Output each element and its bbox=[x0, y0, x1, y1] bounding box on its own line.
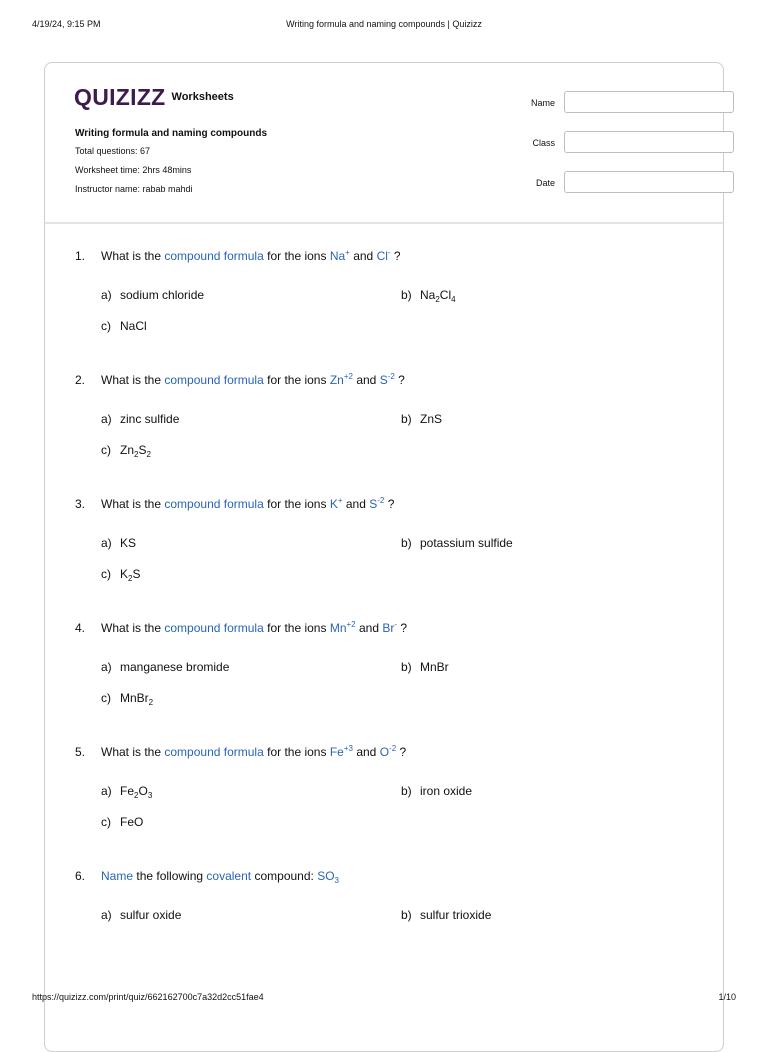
ion-2-symbol: S bbox=[369, 497, 378, 511]
ion-2-charge: -2 bbox=[387, 372, 395, 381]
question-suffix: ? bbox=[399, 745, 407, 759]
class-field-row bbox=[485, 131, 695, 155]
question-number: 4. bbox=[75, 621, 86, 635]
ion-1-charge: +2 bbox=[346, 620, 356, 629]
worksheet-title: Writing formula and naming compounds bbox=[75, 128, 268, 139]
ion-1-symbol: Mn bbox=[329, 621, 347, 635]
option-b[interactable] bbox=[401, 784, 472, 798]
question-text bbox=[101, 249, 401, 263]
ion-2-symbol: O bbox=[379, 745, 390, 759]
name-term: Name bbox=[101, 869, 134, 883]
date-input[interactable] bbox=[564, 171, 734, 193]
question-middle: for the ions bbox=[267, 621, 327, 635]
name-field-row bbox=[485, 91, 695, 115]
formula-subscript: 2 bbox=[134, 450, 139, 459]
ion-1-symbol: Zn bbox=[329, 373, 344, 387]
option-letter: b) bbox=[401, 908, 412, 922]
ion-1 bbox=[330, 373, 353, 387]
print-footer bbox=[32, 992, 736, 1006]
worksheet-card bbox=[44, 62, 724, 1052]
class-label: Class bbox=[532, 138, 555, 148]
product-label: Worksheets bbox=[171, 91, 234, 103]
ion-1-symbol: Fe bbox=[329, 745, 344, 759]
option-c[interactable] bbox=[101, 567, 140, 581]
option-b[interactable] bbox=[401, 412, 442, 426]
question-number: 3. bbox=[75, 497, 86, 511]
compound-formula-term: compound formula bbox=[164, 373, 264, 387]
question-number: 2. bbox=[75, 373, 86, 387]
formula-subscript: 3 bbox=[334, 876, 339, 885]
question-middle: for the ions bbox=[267, 373, 327, 387]
ion-1-charge: +2 bbox=[343, 372, 353, 381]
name-input[interactable] bbox=[564, 91, 734, 113]
ion-2 bbox=[380, 745, 396, 759]
option-letter: c) bbox=[101, 443, 111, 457]
ion-1-symbol: K bbox=[329, 497, 338, 511]
option-b[interactable] bbox=[401, 288, 456, 302]
option-letter: b) bbox=[401, 784, 412, 798]
option-a[interactable] bbox=[101, 784, 152, 798]
option-letter: c) bbox=[101, 319, 111, 333]
option-a[interactable] bbox=[101, 288, 204, 302]
question-text-part: the following bbox=[136, 869, 204, 883]
option-b[interactable] bbox=[401, 908, 491, 922]
option-text: KS bbox=[120, 536, 137, 550]
compound-formula-term: compound formula bbox=[164, 621, 264, 635]
question-middle: for the ions bbox=[267, 249, 327, 263]
option-text: FeO bbox=[120, 815, 144, 829]
question-suffix: ? bbox=[400, 621, 408, 635]
option-b[interactable] bbox=[401, 660, 449, 674]
ion-2 bbox=[380, 373, 395, 387]
option-letter: a) bbox=[101, 412, 112, 426]
question-text bbox=[101, 497, 394, 511]
option-letter: a) bbox=[101, 288, 112, 302]
worksheet-time: Worksheet time: 2hrs 48mins bbox=[75, 165, 192, 175]
option-text: NaCl bbox=[120, 319, 147, 333]
formula-part: Na bbox=[420, 288, 436, 302]
option-text: MnBr bbox=[420, 660, 449, 674]
formula-subscript: 2 bbox=[435, 295, 440, 304]
ion-1-charge: + bbox=[337, 496, 343, 505]
question-number: 5. bbox=[75, 745, 86, 759]
question-prefix: What is the bbox=[101, 373, 162, 387]
formula-subscript: 4 bbox=[451, 295, 456, 304]
compound-formula-term: compound formula bbox=[164, 497, 264, 511]
compound-formula-term: compound formula bbox=[164, 249, 264, 263]
print-url: https://quizizz.com/print/quiz/662162700c7a32d2cc51fae4 bbox=[32, 992, 264, 1002]
ion-2-symbol: Br bbox=[382, 621, 395, 635]
question-middle: for the ions bbox=[267, 745, 327, 759]
ion-2-charge: - bbox=[387, 248, 391, 257]
option-c[interactable] bbox=[101, 691, 153, 705]
question-suffix: ? bbox=[387, 497, 395, 511]
question-text bbox=[101, 373, 405, 387]
question-suffix: ? bbox=[393, 249, 401, 263]
option-text: sulfur oxide bbox=[120, 908, 182, 922]
worksheet-header bbox=[45, 63, 723, 224]
ion-1 bbox=[330, 621, 356, 635]
option-letter: b) bbox=[401, 536, 412, 550]
question-number: 1. bbox=[75, 249, 86, 263]
ion-2-symbol: Cl bbox=[376, 249, 388, 263]
formula-part: MnBr bbox=[120, 691, 149, 705]
formula-part: S bbox=[132, 567, 141, 581]
formula-part: K bbox=[120, 567, 129, 581]
option-letter: a) bbox=[101, 908, 112, 922]
formula-part: O bbox=[138, 784, 148, 798]
option-text: iron oxide bbox=[420, 784, 473, 798]
formula-subscript: 3 bbox=[147, 791, 153, 800]
option-letter: c) bbox=[101, 567, 111, 581]
option-letter: c) bbox=[101, 815, 111, 829]
formula-part: Cl bbox=[439, 288, 452, 302]
formula-subscript: 2 bbox=[134, 791, 139, 800]
print-datetime: 4/19/24, 9:15 PM bbox=[32, 19, 101, 29]
formula-part: S bbox=[138, 443, 147, 457]
question-joiner: and bbox=[356, 373, 377, 387]
name-label: Name bbox=[530, 98, 555, 108]
ion-1-charge: +3 bbox=[343, 744, 353, 753]
question-suffix: ? bbox=[398, 373, 405, 387]
option-letter: b) bbox=[401, 412, 412, 426]
option-text: manganese bromide bbox=[120, 660, 230, 674]
option-b[interactable] bbox=[401, 536, 513, 550]
option-a[interactable] bbox=[101, 412, 179, 426]
ion-2-charge: -2 bbox=[389, 744, 397, 753]
option-a[interactable] bbox=[101, 660, 229, 674]
option-a[interactable] bbox=[101, 908, 181, 922]
option-letter: c) bbox=[101, 691, 111, 705]
date-field-row bbox=[485, 171, 695, 195]
question-number: 6. bbox=[75, 869, 86, 883]
covalent-term: covalent bbox=[206, 869, 252, 883]
option-c[interactable] bbox=[101, 815, 143, 829]
ion-1 bbox=[330, 249, 350, 263]
option-text: zinc sulfide bbox=[120, 412, 180, 426]
option-a[interactable] bbox=[101, 536, 136, 550]
question-prefix: What is the bbox=[101, 249, 162, 263]
print-page-title: Writing formula and naming compounds | Quizizz bbox=[286, 19, 482, 29]
ion-2 bbox=[377, 249, 391, 263]
ion-2-charge: -2 bbox=[377, 496, 385, 505]
ion-2-symbol: S bbox=[379, 373, 388, 387]
total-questions: Total questions: 67 bbox=[75, 146, 151, 156]
brand bbox=[74, 85, 234, 109]
question-joiner: and bbox=[345, 497, 366, 511]
ion-2 bbox=[382, 621, 397, 635]
question-text-part: compound: bbox=[254, 869, 314, 883]
option-letter: b) bbox=[401, 288, 412, 302]
question-prefix: What is the bbox=[101, 621, 162, 635]
formula-subscript: 2 bbox=[128, 574, 133, 583]
question-text bbox=[101, 869, 339, 883]
ion-2-charge: - bbox=[394, 620, 398, 629]
ion-1 bbox=[330, 497, 343, 511]
question-prefix: What is the bbox=[101, 745, 162, 759]
option-c[interactable] bbox=[101, 443, 151, 457]
option-text: sulfur trioxide bbox=[420, 908, 492, 922]
option-text: ZnS bbox=[420, 412, 443, 426]
ion-1-symbol: Na bbox=[329, 249, 346, 263]
formula-subscript: 2 bbox=[148, 698, 154, 707]
option-text: potassium sulfide bbox=[420, 536, 513, 550]
compound-formula bbox=[317, 869, 339, 883]
quizizz-logo: QUIZIZZ bbox=[74, 84, 166, 110]
formula-part: Zn bbox=[120, 443, 135, 457]
option-letter: a) bbox=[101, 536, 112, 550]
question-joiner: and bbox=[358, 621, 379, 635]
question-text bbox=[101, 745, 406, 759]
print-header bbox=[32, 19, 736, 33]
ion-2 bbox=[369, 497, 384, 511]
worksheet-meta bbox=[75, 127, 267, 199]
question-middle: for the ions bbox=[267, 497, 327, 511]
ion-1-charge: + bbox=[345, 248, 350, 257]
class-input[interactable] bbox=[564, 131, 734, 153]
date-label: Date bbox=[535, 178, 555, 188]
instructor-name: Instructor name: rabab mahdi bbox=[75, 184, 193, 194]
formula-part: Fe bbox=[120, 784, 135, 798]
option-text: sodium chloride bbox=[120, 288, 205, 302]
compound-formula-term: compound formula bbox=[164, 745, 264, 759]
formula-subscript: 2 bbox=[146, 450, 151, 459]
ion-1 bbox=[330, 745, 353, 759]
question-joiner: and bbox=[356, 745, 377, 759]
question-joiner: and bbox=[353, 249, 374, 263]
option-letter: a) bbox=[101, 660, 112, 674]
option-letter: b) bbox=[401, 660, 412, 674]
question-prefix: What is the bbox=[101, 497, 162, 511]
print-page-number: 1/10 bbox=[718, 992, 736, 1002]
option-letter: a) bbox=[101, 784, 112, 798]
formula-part: SO bbox=[317, 869, 335, 883]
option-c[interactable] bbox=[101, 319, 147, 333]
question-text bbox=[101, 621, 407, 635]
